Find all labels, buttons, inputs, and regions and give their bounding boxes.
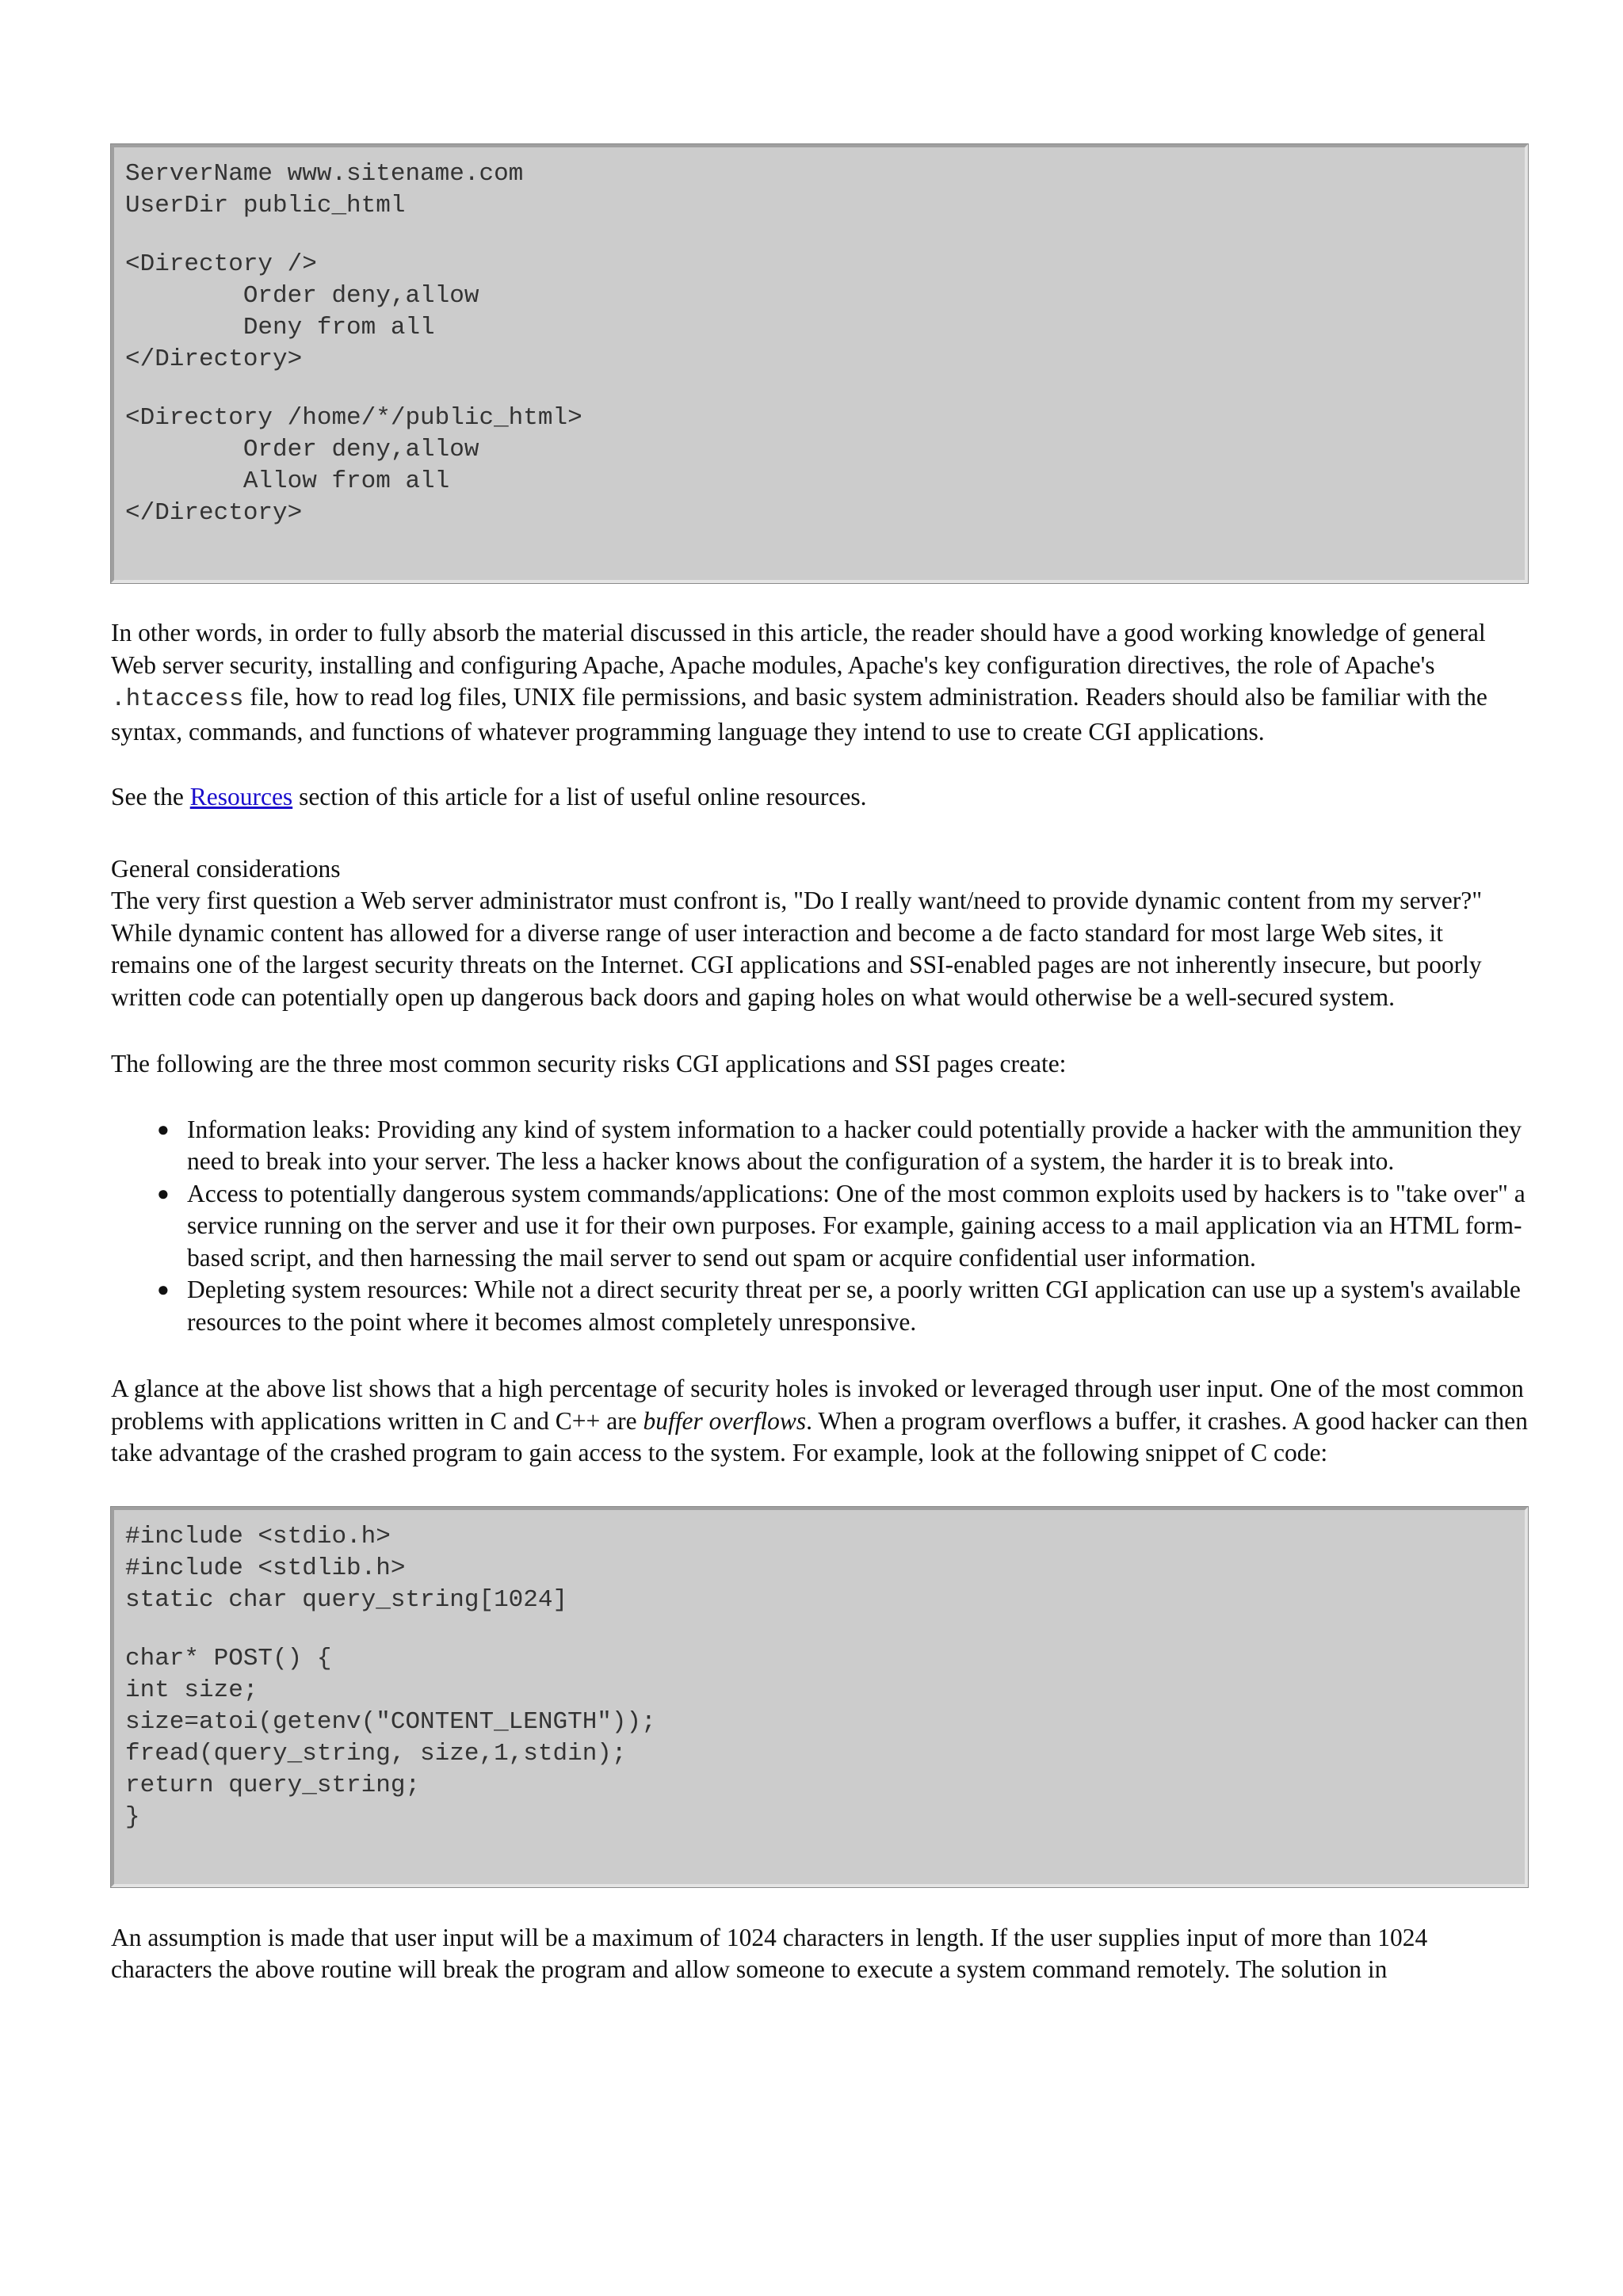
bullet-icon: ● xyxy=(157,1278,170,1301)
buffer-overflow-paragraph xyxy=(111,1373,1528,1470)
resources-text-after: section of this article for a list of useful online resources. xyxy=(292,783,867,810)
buffer-text-after: . When a program overflows a buffer, it crashes. A good hacker can then take advantage of the crashed program to gain access to the system. For example, look at the following snippet of C code: xyxy=(111,1406,1528,1466)
buffer-overflows-emphasis: buffer overflows xyxy=(643,1406,807,1435)
risks-list xyxy=(111,1114,1528,1339)
section-heading: General considerations xyxy=(111,854,341,883)
risks-intro-paragraph: The following are the three most common security risks CGI applications and SSI pages create: xyxy=(111,1050,1067,1077)
resources-paragraph xyxy=(111,781,1528,814)
code-line-group: ServerName www.sitename.com UserDir public_html xyxy=(125,160,524,219)
list-item-text: Access to potentially dangerous system commands/applications: One of the most common exploits used by hackers is to "take over" a service running on the server and use it for their own purposes. For example, gaining access to a mail application via an HTML form-based script, and then harnessing the mail server to send out spam or acquire confidential user information. xyxy=(187,1179,1526,1272)
resources-text-before: See the xyxy=(111,783,190,810)
c-code-block xyxy=(111,1507,1528,1887)
prerequisites-text-before: In other words, in order to fully absorb the material discussed in this article, the reader should have a good working knowledge of general Web server security, installing and configuring Apache, Apache modules, Apache's key configuration directives, the role of Apache's xyxy=(111,619,1486,679)
bullet-icon: ● xyxy=(157,1181,170,1205)
list-item-text: Information leaks: Providing any kind of system information to a hacker could potentially provide a hacker with the ammunition they need to break into your server. The less a hacker knows about the configuration of a system, the harder it is to break into. xyxy=(187,1115,1522,1175)
prerequisites-text-after: file, how to read log files, UNIX file permissions, and basic system administration. Readers should also be familiar with the syntax, commands, and functions of whatever programming language they intend to use to create CGI applications. xyxy=(111,683,1487,746)
apache-config-code-block xyxy=(111,144,1528,583)
buffer-text-before: A glance at the above list shows that a high percentage of security holes is invoked or leveraged through user input. One of the most common problems with applications written in C and C++ are xyxy=(111,1375,1524,1435)
list-item xyxy=(157,1114,1528,1178)
prerequisites-paragraph xyxy=(111,617,1528,748)
list-item-text: Depleting system resources: While not a direct security threat per se, a poorly written CGI application can use up a system's available resources to the point where it becomes almost completely unresponsive. xyxy=(187,1276,1521,1336)
code-line-group: char* POST() { int size; size=atoi(getenv("CONTENT_LENGTH")); fread(query_string, size,1,stdin); return query_string; } xyxy=(125,1644,656,1831)
code-line-group: #include <stdio.h> #include <stdlib.h> static char query_string[1024] xyxy=(125,1522,568,1614)
section-body-paragraph: The very first question a Web server administrator must confront is, "Do I really want/need to provide dynamic content from my server?" While dynamic content has allowed for a diverse range of user interaction and become a de facto standard for most large Web sites, it remains one of the largest security threats on the Internet. CGI applications and SSI-enabled pages are not inherently insecure, but poorly written code can potentially open up dangerous back doors and gaping holes on what would otherwise be a well-secured system. xyxy=(111,887,1483,1011)
assumption-paragraph: An assumption is made that user input will be a maximum of 1024 characters in length. If the user supplies input of more than 1024 characters the above routine will break the program and allow someone to execute a system command remotely. The solution in xyxy=(111,1923,1428,1983)
list-item xyxy=(157,1178,1528,1275)
code-line-group: <Directory /> Order deny,allow Deny from all </Directory> xyxy=(125,250,479,373)
resources-link[interactable]: Resources xyxy=(189,783,293,810)
list-item xyxy=(157,1274,1528,1338)
code-line-group: <Directory /home/*/public_html> Order deny,allow Allow from all </Directory> xyxy=(125,404,582,527)
bullet-icon: ● xyxy=(157,1117,170,1141)
htaccess-inline-code: .htaccess xyxy=(111,685,244,713)
article-page xyxy=(111,144,1528,1986)
